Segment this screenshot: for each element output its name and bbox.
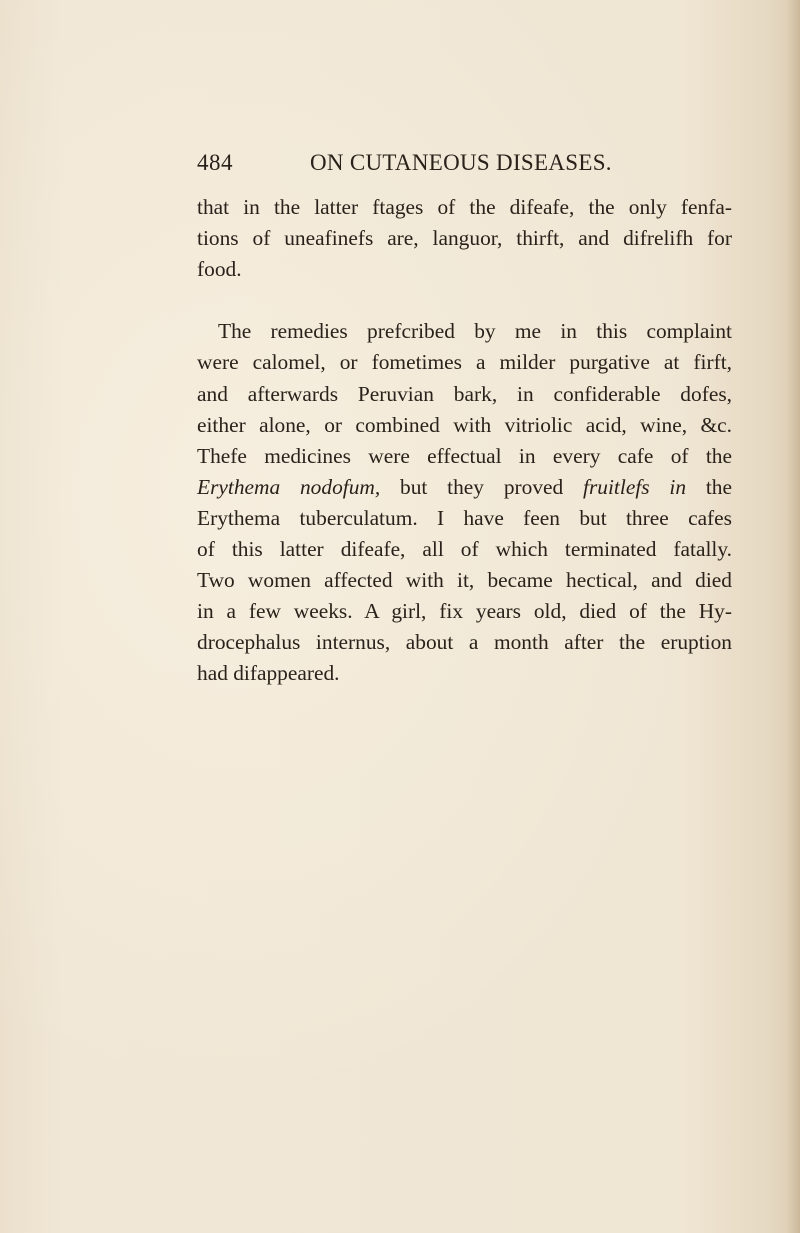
text-line: that in the latter ftages of the difeafe, the only fenfa- <box>197 195 732 219</box>
text-line: tions of uneafinefs are, languor, thirft, and difrelifh for <box>197 226 732 251</box>
running-title: ON CUTANEOUS DISEASES. <box>310 150 612 175</box>
text-line: of this latter difeafe, all of which terminated fatally. <box>197 537 732 562</box>
text-line: were calomel, or fometimes a milder purgative at firft, <box>197 350 732 375</box>
text-line: either alone, or combined with vitriolic acid, wine, &c. <box>197 412 732 437</box>
text-run: the <box>686 474 732 499</box>
page-number: 484 <box>197 150 233 175</box>
italic-term: fruitlefs in <box>583 474 687 499</box>
paragraph-1 <box>197 192 732 285</box>
text-line: in a few weeks. A girl, fix years old, died of the Hy- <box>197 599 732 624</box>
paragraph-gap <box>197 285 732 316</box>
text-run: but they proved <box>380 474 584 499</box>
page-edge-shadow <box>786 0 800 1233</box>
text-line: Erythema tuberculatum. I have feen but three cafes <box>197 505 732 530</box>
text-line: had difappeared. <box>197 661 340 686</box>
text-line: The remedies prefcribed by me in this complaint <box>218 319 732 344</box>
text-line: and afterwards Peruvian bark, in confiderable dofes, <box>197 381 732 406</box>
page-header <box>197 150 637 180</box>
text-line: Two women affected with it, became hectical, and died <box>197 568 732 593</box>
text-line: Thefe medicines were effectual in every cafe of the <box>197 443 732 468</box>
body-text <box>197 192 732 690</box>
text-line: drocephalus internus, about a month after the eruption <box>197 630 732 655</box>
text-line: food. <box>197 257 242 282</box>
italic-term: Erythema nodofum, <box>197 474 381 499</box>
paragraph-2 <box>197 316 732 689</box>
text-line-mixed <box>197 472 732 503</box>
